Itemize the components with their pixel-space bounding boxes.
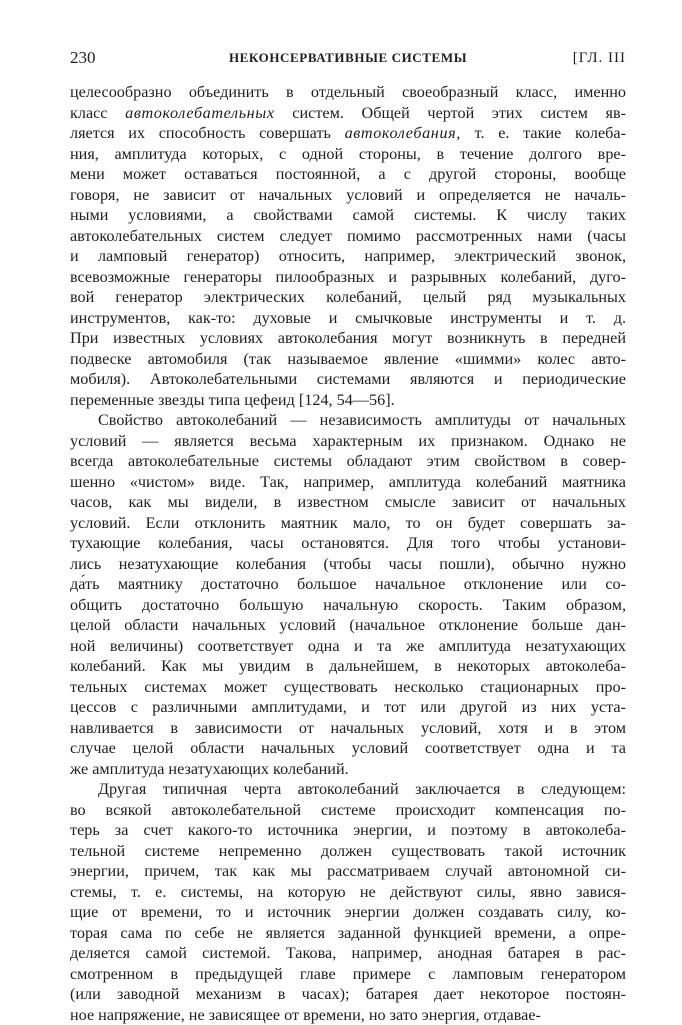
text-line bbox=[70, 738, 626, 759]
text-segment: лись незатухающие колебания (чтобы часы пошли), обычно нужно bbox=[70, 555, 626, 573]
text-line bbox=[70, 820, 626, 841]
text-segment: условий. Если отклонить маятник мало, то он будет совершать за- bbox=[70, 514, 626, 532]
text-line bbox=[70, 902, 626, 923]
text-segment: целесообразно объединить в отдельный своеобразный класс, именно bbox=[70, 83, 626, 101]
paragraph bbox=[70, 82, 626, 410]
text-segment: тельной системе непременно должен существовать такой источник bbox=[70, 842, 626, 860]
text-segment: При известных условиях автоколебания могут возникнуть в передней bbox=[70, 329, 626, 347]
text-line bbox=[70, 718, 626, 739]
text-line bbox=[70, 800, 626, 821]
text-line bbox=[70, 308, 626, 329]
text-line bbox=[70, 103, 626, 124]
text-line bbox=[70, 349, 626, 370]
text-segment: смотренном в предыдущей главе примере с ламповым генератором bbox=[70, 965, 626, 983]
text-line bbox=[70, 267, 626, 288]
text-line bbox=[70, 1005, 626, 1025]
text-segment: вой генератор электрических колебаний, целый ряд музыкальных bbox=[70, 288, 626, 306]
text-segment: щие от времени, то и источник энергии должен создавать силу, ко- bbox=[70, 903, 626, 921]
text-segment: энергии, причем, так как мы рассматриваем случай автономной си- bbox=[70, 862, 626, 880]
text-line bbox=[70, 328, 626, 349]
text-segment: же амплитуда незатухающих колебаний. bbox=[70, 760, 349, 778]
text-line bbox=[70, 472, 626, 493]
text-line bbox=[70, 369, 626, 390]
text-segment: (или заводной механизм в часах); батарея дает некоторое постоян- bbox=[70, 985, 626, 1003]
text-line bbox=[70, 984, 626, 1005]
text-segment: терь за счет какого-то источника энергии, и поэтому в автоколеба- bbox=[70, 821, 626, 839]
text-line bbox=[70, 697, 626, 718]
text-segment: и ламповый генератор) относить, например, электрический звонок, bbox=[70, 247, 626, 265]
text-line bbox=[70, 964, 626, 985]
text-segment: во всякой автоколебательной системе происходит компенсация по- bbox=[70, 801, 626, 819]
text-segment: говоря, не зависит от начальных условий и определяется не началь- bbox=[70, 186, 626, 204]
text-segment: целой области начальных условий (начальное отклонение больше дан- bbox=[70, 616, 626, 634]
text-segment: ной величины) соответствует одна и та же амплитуда незатухающих bbox=[70, 637, 626, 655]
text-segment: тухающие колебания, часы остановятся. Для того чтобы установи- bbox=[70, 534, 626, 552]
text-segment: всевозможные генераторы пилообразных и разрывных колебаний, дуго- bbox=[70, 268, 626, 286]
running-title: НЕКОНСЕРВАТИВНЫЕ СИСТЕМЫ bbox=[70, 46, 626, 70]
text-line bbox=[70, 410, 626, 431]
text-line bbox=[70, 226, 626, 247]
text-line bbox=[70, 759, 626, 780]
text-line bbox=[70, 923, 626, 944]
text-segment: часов, как мы видели, в известном смысле зависит от начальных bbox=[70, 493, 626, 511]
text-line bbox=[70, 431, 626, 452]
text-line bbox=[70, 554, 626, 575]
text-segment: Другая типичная черта автоколебаний заключается в следующем: bbox=[98, 780, 626, 798]
text-segment: случае целой области начальных условий соответствует одна и та bbox=[70, 739, 626, 757]
text-segment: ния, амплитуда которых, с одной стороны, в течение долгого вре- bbox=[70, 145, 626, 163]
text-line bbox=[70, 205, 626, 226]
text-line bbox=[70, 943, 626, 964]
text-segment: ляется их способность совершать bbox=[70, 124, 345, 142]
text-line bbox=[70, 861, 626, 882]
text-segment: торая сама по себе не является заданной функцией времени, а опре- bbox=[70, 924, 626, 942]
text-line bbox=[70, 533, 626, 554]
text-segment: инструментов, как-то: духовые и смычковые инструменты и т. д. bbox=[70, 309, 626, 327]
text-segment: Свойство автоколебаний — независимость амплитуды от начальных bbox=[98, 411, 626, 429]
text-segment: переменные звезды типа цефеид [124, 54—56]. bbox=[70, 391, 395, 409]
text-line bbox=[70, 185, 626, 206]
text-segment: колебаний. Как мы увидим в дальнейшем, в некоторых автоколеба- bbox=[70, 657, 626, 675]
text-segment: всегда автоколебательные системы обладают этим свойством в совер- bbox=[70, 452, 626, 470]
book-page bbox=[70, 46, 626, 1025]
text-segment: автоколебательных систем следует помимо рассмотренных нами (часы bbox=[70, 227, 626, 245]
text-line bbox=[70, 513, 626, 534]
text-line bbox=[70, 82, 626, 103]
text-segment: навливается в зависимости от начальных условий, хотя и в этом bbox=[70, 719, 626, 737]
text-segment: мобиля). Автоколебательными системами являются и периодические bbox=[70, 370, 626, 388]
text-segment: подвеске автомобиля (так называемое явление «шимми» колес авто- bbox=[70, 350, 626, 368]
text-line bbox=[70, 164, 626, 185]
page-header bbox=[70, 46, 626, 70]
text-line bbox=[70, 390, 626, 411]
text-segment: деляется самой системой. Такова, например, анодная батарея в рас- bbox=[70, 944, 626, 962]
text-segment: общить достаточно большую начальную скорость. Таким образом, bbox=[70, 596, 626, 614]
body-text bbox=[70, 82, 626, 1025]
text-line bbox=[70, 451, 626, 472]
text-line bbox=[70, 882, 626, 903]
text-segment: цессов с различными амплитудами, и тот или другой из них уста- bbox=[70, 698, 626, 716]
text-segment: ными условиями, а свойствами самой системы. К числу таких bbox=[70, 206, 626, 224]
text-line bbox=[70, 595, 626, 616]
text-line bbox=[70, 677, 626, 698]
text-segment: систем. Общей чертой этих систем яв- bbox=[275, 104, 626, 122]
text-line bbox=[70, 636, 626, 657]
text-line bbox=[70, 144, 626, 165]
page-number: 230 bbox=[70, 46, 96, 70]
text-segment: да́ть маятнику достаточно большое начальное отклонение или со- bbox=[70, 575, 626, 593]
text-line bbox=[70, 841, 626, 862]
text-segment: тельных системах может существовать несколько стационарных про- bbox=[70, 678, 626, 696]
text-segment: мени может оставаться постоянной, а с другой стороны, вообще bbox=[70, 165, 626, 183]
emphasized-term: автоколебательных bbox=[125, 104, 275, 122]
text-line bbox=[70, 123, 626, 144]
text-line bbox=[70, 656, 626, 677]
chapter-reference: [ГЛ. III bbox=[573, 46, 626, 70]
text-line bbox=[70, 492, 626, 513]
text-line bbox=[70, 287, 626, 308]
emphasized-term: автоколебания, bbox=[345, 124, 461, 142]
text-line bbox=[70, 779, 626, 800]
text-segment: условий — является весьма характерным их признаком. Однако не bbox=[70, 432, 626, 450]
text-segment: стемы, т. е. системы, на которую не действуют силы, явно завися- bbox=[70, 883, 626, 901]
text-line bbox=[70, 246, 626, 267]
text-segment: класс bbox=[70, 104, 125, 122]
paragraph bbox=[70, 779, 626, 1025]
text-line bbox=[70, 615, 626, 636]
text-segment: ное напряжение, не зависящее от времени, но зато энергия, отдавае- bbox=[70, 1006, 541, 1024]
text-line bbox=[70, 574, 626, 595]
text-segment: т. е. такие колеба- bbox=[461, 124, 626, 142]
text-segment: шенно «чистом» виде. Так, например, амплитуда колебаний маятника bbox=[70, 473, 626, 491]
paragraph bbox=[70, 410, 626, 779]
